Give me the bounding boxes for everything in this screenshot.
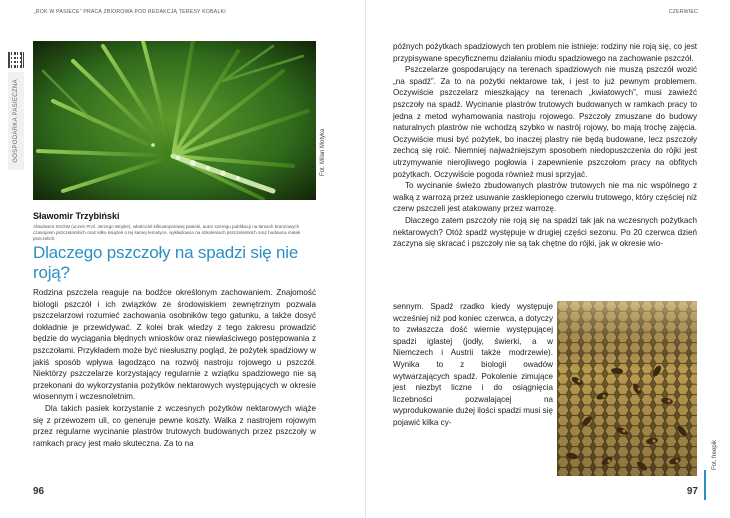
page-number-right: 97	[686, 486, 698, 497]
author-name: Sławomir Trzybiński	[33, 211, 120, 221]
article-title: Dlaczego pszczoły na spadzi się nie roją?	[33, 243, 299, 282]
qr-code-icon	[8, 52, 24, 68]
paragraph: Pszczelarze gospodarujący na terenach spadziowych nie muszą pszczół wozić „na spadź”. Za to na pożytki nektarowe tak, i jest to już pewnym problemem. Oczywiście pszczelarz mieszkający na terenach „kwiatowych”, musi zawieźć pszczoły na spadź. Wycinanie plastrów trutowych budowanych w ramkach pracy to jedna z metod wyhamowania nastroju rojowego. Pszczoły zmuszane do budowy naturalnych plastrów nie wchodzą szybko w nastrój rojowy, bo mają trochę zajęcia. Oczywiście musi być pożytek, bo inaczej plastry nie będą budowane, lecz pszczoły zechcą się roić. Niemniej najważniejszym sposobem niedopuszczenia do rójki jest utrzymywanie nierojliwego pogłowia i zapewnienie pszczołom pracy na obfitych pożytkach. Oczywiście pogoda również musi sprzyjać.	[393, 65, 697, 179]
photo-credit-left: Fot. Milan Motyka	[320, 128, 326, 176]
section-tab	[8, 72, 24, 170]
paragraph: Dla takich pasiek korzystanie z wczesnych pożytków nektarowych wiąże się z przewozem uli, co generuje pewne koszty. Walka z nastrojem rojowym przez regularne wycinanie plastrów trutowych budowanych przez pszczoły w ramkach pracy jest mało skuteczna. Za to na	[33, 403, 316, 448]
page-number-left: 96	[33, 486, 45, 497]
honeycomb-bees-photo	[557, 301, 697, 476]
section-tab-label: GOSPODARKA PASIECZNA	[13, 79, 19, 163]
paragraph: sennym. Spadź rzadko kiedy występuje wcześniej niż pod koniec czerwca, a dotyczy to zwłaszcza dość wiernie występującej spadzi iglastej (jodły, świerki, a w Niemczech i Austrii także modrzewie). Wynika to z biologii owadów wytwarzających spadź. Pokolenie zimujące jest niezbyt liczne i do osiągnięcia liczebności pozwalającej na wyprodukowanie dużej ilości spadzi musi się pojawić kilka cy-	[393, 302, 553, 427]
paragraph: Rodzina pszczela reaguje na bodźce określonym zachowaniem. Znajomość biologii pszczół i ich związków ze środowiskiem zewnętrznym pozwala pszczelarzowi rozumieć zachowania osobników tego gatunku, a także dosyć dokładnie je przewidywać. Z kolei brak wiedzy z tego zakresu prowadzić będzie do wyciągania błędnych wniosków oraz niewłaściwego postępowania z pszczołami. Przykładem może być niesłuszny pogląd, że pożytek spadziowy w jakiś sposób wpływa łagodząco na rozwój nastroju rojowego u pszczół. Niektórzy pszczelarze korzystający regularnie z wziątku spadziowego nie są przekonani do wykorzystania pożytków nektarowych występujących w okresie wiosennym i wczesnoletnim.	[33, 288, 316, 402]
paragraph: Dlaczego zatem pszczoły nie roją się na spadzi tak jak na wczesnych pożytkach nektarowych? Otóż spadź występuje w drugiej części sezonu. Po 20 czerwca dzień zaczyna się skracać i pszczoły nie są tak chętne do rójki, jak w okresie wio-	[393, 215, 697, 249]
credit-accent-bar	[704, 470, 706, 500]
photo-credit-right: Fot. freepik	[712, 439, 718, 470]
running-header-left: „ROK W PASIECE” PRACA ZBIOROWA POD REDAKCJĄ TERESY KOBALKI	[34, 9, 226, 15]
paragraph: To wycinanie świeżo zbudowanych plastrów trutowych nie ma nic wspólnego z walką z warrozą przez usuwanie zasklepionego czerwiu trutowego, który częściej niż czerw pszczeli jest atakowany przez warrozę.	[393, 181, 697, 214]
author-bio: Absolwent SGGW (uczeń Prof. Jerzego Woyke), właściciel kilkustopniowej pasieki, autor szeregu publikacji na łamach branżowych czasopism pszczelarskich oraz kilku książek o tej samej tematyce, wykładowca na szkoleniach pszczelarskich oraz hodowca matek pszczelich.	[33, 224, 301, 241]
running-header-right: CZERWIEC	[668, 9, 698, 15]
article-body-left	[33, 287, 316, 449]
article-body-wrap	[393, 301, 553, 429]
pine-needles-photo	[33, 41, 316, 200]
paragraph: późnych pożytkach spadziowych ten problem nie istnieje: rodziny nie roją się, co jest przypisywane specyficznemu działaniu miodu spadziowego na zachowanie pszczół.	[393, 42, 697, 63]
article-body-right	[393, 41, 697, 250]
